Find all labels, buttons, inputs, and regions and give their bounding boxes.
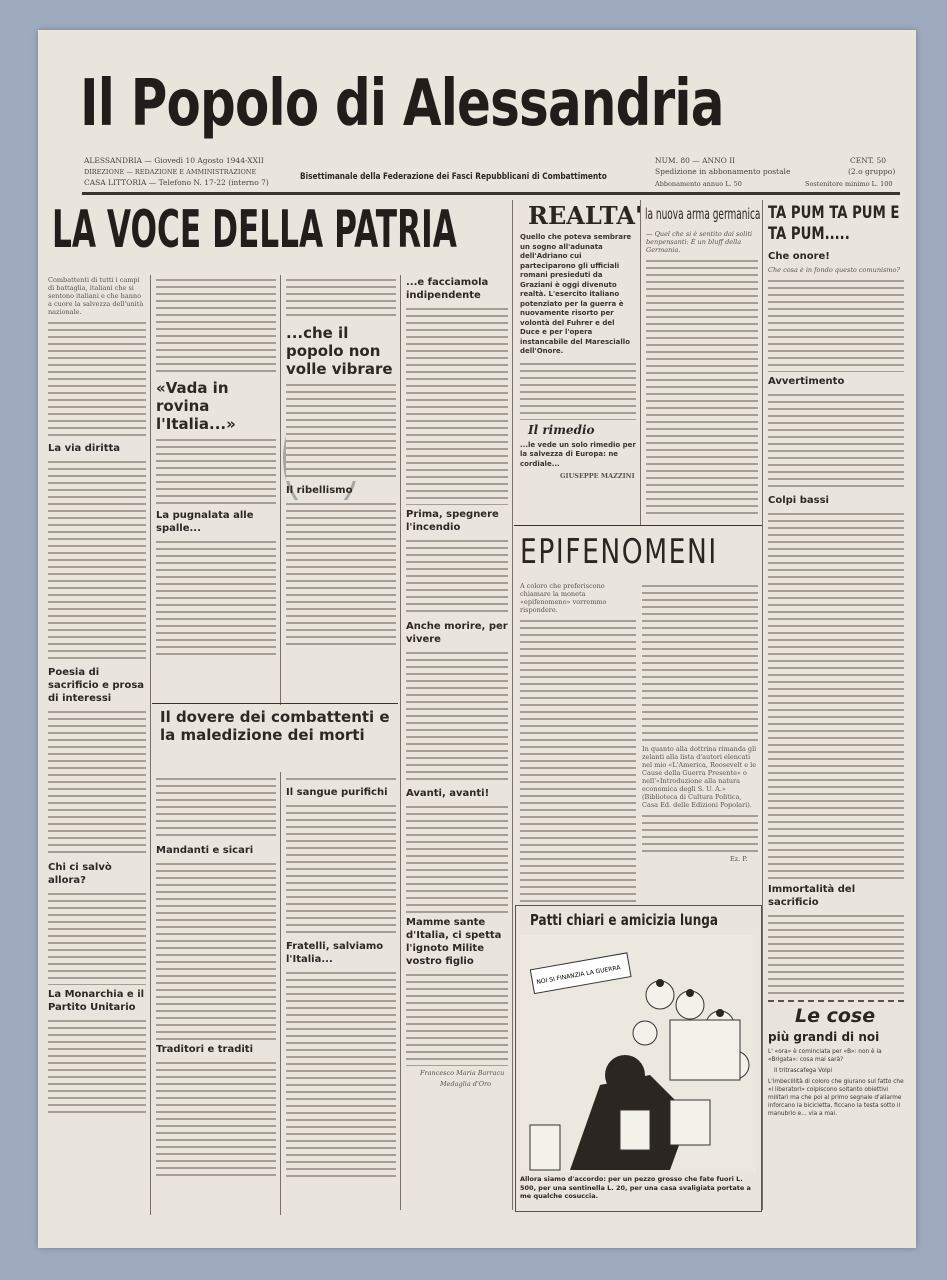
section-heading: Avanti, avanti! <box>406 788 490 799</box>
divider <box>150 275 151 1215</box>
rimedio-author: GIUSEPPE MAZZINI <box>560 472 635 480</box>
lecose-title: Le cose <box>795 1005 876 1027</box>
article-text <box>48 890 146 985</box>
section-heading: Fratelli, salviamo l'Italia... <box>286 941 384 965</box>
cartoon-sign-text: NOI SI FINANZIA LA GUERRA <box>536 964 622 986</box>
article-text <box>406 537 508 617</box>
lead-text: Combattenti di tutti i campi di battaglia, italiani che si sentono italiani e che hanno a cuore la salvezza dell'unità nazionale. <box>48 276 144 316</box>
epifenomeni-column-2 <box>642 582 758 863</box>
article-text <box>286 969 396 1179</box>
subscription: Abbonamento annuo L. 50 <box>655 180 742 188</box>
column-1 <box>48 276 146 1117</box>
column-4 <box>406 276 508 1088</box>
divider <box>640 200 641 525</box>
section-heading: La pugnalata alle spalle... <box>156 510 254 534</box>
article-text <box>768 391 904 491</box>
section-heading: Mandanti e sicari <box>156 845 254 856</box>
article-text <box>768 510 904 880</box>
article-text <box>156 436 276 506</box>
article-text <box>406 305 508 505</box>
section-heading: Avvertimento <box>768 376 845 387</box>
divider <box>280 275 281 705</box>
article-text <box>156 538 276 658</box>
tapum-title: TA PUM TA PUM E TA PUM..... <box>768 203 900 244</box>
article-text <box>406 803 508 913</box>
section-heading: La via diritta <box>48 443 121 454</box>
article-text <box>48 708 146 858</box>
divider <box>762 200 763 1210</box>
column-2 <box>156 276 276 658</box>
article-text <box>520 360 636 420</box>
section-heading: Mamme sante d'Italia, ci spetta l'ignoto Milite vostro figlio <box>406 917 502 967</box>
realta-column <box>520 201 643 480</box>
lecose-text: L' «ora» è cominciata per «B»: non è la «Brigata»: cosa mai sarà? <box>768 1049 882 1063</box>
article-text <box>286 500 396 650</box>
column-3-lower <box>286 775 396 1179</box>
section-heading: Che onore! <box>768 251 830 262</box>
article-text <box>768 912 904 997</box>
section-heading: Il ribellismo <box>286 485 353 496</box>
rimedio-text: ...le vede un solo rimedio per la salvezza di Europa: ne cordiale... <box>520 440 636 468</box>
section-heading: Il sangue purifichi <box>286 787 388 798</box>
main-headline: LA VOCE DELLA PATRIA <box>52 200 457 260</box>
cartoon-illustration <box>520 935 756 1173</box>
subtitle: Bisettimanale della Federazione dei Fasci Repubblicani di Combattimento <box>300 172 607 182</box>
cartoon-title: Patti chiari e amicizia lunga <box>530 911 718 929</box>
tapum-column <box>768 250 904 1118</box>
article-text <box>642 582 758 742</box>
epifenomeni-text-2: In quanto alla dottrina rimanda gli zelanti alla lista d'autori elencati nel mio «L'America, Roosevelt e le Cause della Guerra Presente» o nell'«Introduzione alla natura economica degli S. U. A.» (Biblioteca di Cultura Politica, Casa Ed. delle Edizioni Popolari). <box>642 745 757 809</box>
rule <box>514 525 762 526</box>
section-heading: Traditori e traditi <box>156 1044 253 1055</box>
epifenomeni-column-1 <box>520 582 636 902</box>
supporter: Sostenitore minimo L. 100 <box>805 180 893 188</box>
article-text <box>520 617 636 902</box>
rule <box>768 1000 904 1002</box>
rule <box>152 703 398 704</box>
tapum-text: Che cosa è in fondo questo comunismo? <box>768 266 900 274</box>
article-text <box>286 802 396 937</box>
place-date: ALESSANDRIA — Giovedì 10 Agosto 1944-XXII <box>84 156 264 165</box>
article-text <box>156 775 276 841</box>
postal: Spedizione in abbonamento postale <box>655 167 791 176</box>
section-heading: Prima, spegnere l'incendio <box>406 509 499 533</box>
lecose-text-2: L'imbecillità di coloro che giurano sul fatto che «i liberatori» colpiscono soltanto obiettivi militari ma che poi al primo segnale d'allarme inforcano la bicicletta, ficcano la testa sotto il manubrio e... via a mai. <box>768 1079 904 1117</box>
divider <box>512 200 513 1210</box>
subhead: Il dovere dei combattenti e la maledizione dei morti <box>160 708 390 744</box>
issue: NUM. 80 — ANNO II <box>655 156 736 165</box>
arma-column <box>646 230 758 517</box>
masthead-title: Il Popolo di Alessandria <box>80 67 724 141</box>
cartoon-caption: Allora siamo d'accordo: per un pezzo grosso che fate fuori L. 500, per una sentinella L. 20, per una casa svaligiata portate a me qualche cosuccia. <box>520 1175 751 1200</box>
article-text <box>642 812 758 852</box>
rimedio-heading: Il rimedio <box>528 422 595 437</box>
section-heading: ...che il popolo non volle vibrare <box>286 324 393 378</box>
section-heading: Colpi bassi <box>768 495 829 506</box>
divider <box>280 772 281 1215</box>
signature-note: Medaglia d'Oro <box>440 1080 492 1088</box>
epifenomeni-text: A coloro che preferiscono chiamare la moneta «epifenomeno» vorremmo rispondere. <box>520 582 607 614</box>
section-heading: «Vada in rovina l'Italia...» <box>156 379 236 433</box>
phone: CASA LITTORIA — Telefono N. 17-22 (interno 7) <box>84 178 269 187</box>
masthead-rule <box>82 192 900 195</box>
arma-text: — Quel che si è sentito dai soliti benpensanti: È un bluff della Germania. <box>646 230 753 254</box>
article-text <box>156 276 276 376</box>
realta-title: REALTA' <box>528 201 643 230</box>
postal-group: (2.o gruppo) <box>848 167 896 176</box>
price: CENT. 50 <box>850 156 886 165</box>
article-text <box>48 458 146 663</box>
article-text <box>286 381 396 481</box>
lecose-subtitle: più grandi di noi <box>768 1030 880 1044</box>
article-text <box>286 276 396 321</box>
lecose-item: Il tritrascafega Volpi <box>774 1068 833 1074</box>
article-text <box>768 277 904 372</box>
signature: Francesco Maria Barracu <box>420 1069 505 1077</box>
section-heading: Poesia di sacrificio e prosa di interessi <box>48 667 145 704</box>
column-2-lower <box>156 775 276 1179</box>
section-heading: La Monarchia e il Partito Unitario <box>48 989 145 1013</box>
article-text <box>48 319 146 439</box>
article-text <box>156 860 276 1040</box>
epifenomeni-title: EPIFENOMENI <box>520 532 718 572</box>
realta-text: Quello che poteva sembrare un sogno all'adunata dell'Adriano cui parteciparono gli ufficiali romani presieduti da Graziani è oggi divenuto realtà. L'esercito italiano potenziato per la guerra è nuovamente risorto per volontà del Fuhrer e del Duce e per l'opera instancabile del Maresciallo dell'Onore. <box>520 233 632 355</box>
column-3 <box>286 276 396 650</box>
article-text <box>406 649 508 784</box>
article-text <box>48 1017 146 1117</box>
article-text <box>156 1059 276 1179</box>
article-text <box>286 775 396 783</box>
section-heading: Chi ci salvò allora? <box>48 862 112 886</box>
arma-title: la nuova arma germanica <box>645 205 761 223</box>
article-text <box>646 257 758 517</box>
divider <box>400 275 401 1210</box>
office: DIREZIONE — REDAZIONE E AMMINISTRAZIONE <box>84 168 257 176</box>
article-text <box>406 971 508 1066</box>
section-heading: Immortalità del sacrificio <box>768 884 856 908</box>
section-heading: Anche morire, per vivere <box>406 621 508 645</box>
epifenomeni-sign: Ez. P. <box>730 855 748 863</box>
section-heading: ...e facciamola indipendente <box>406 277 489 301</box>
